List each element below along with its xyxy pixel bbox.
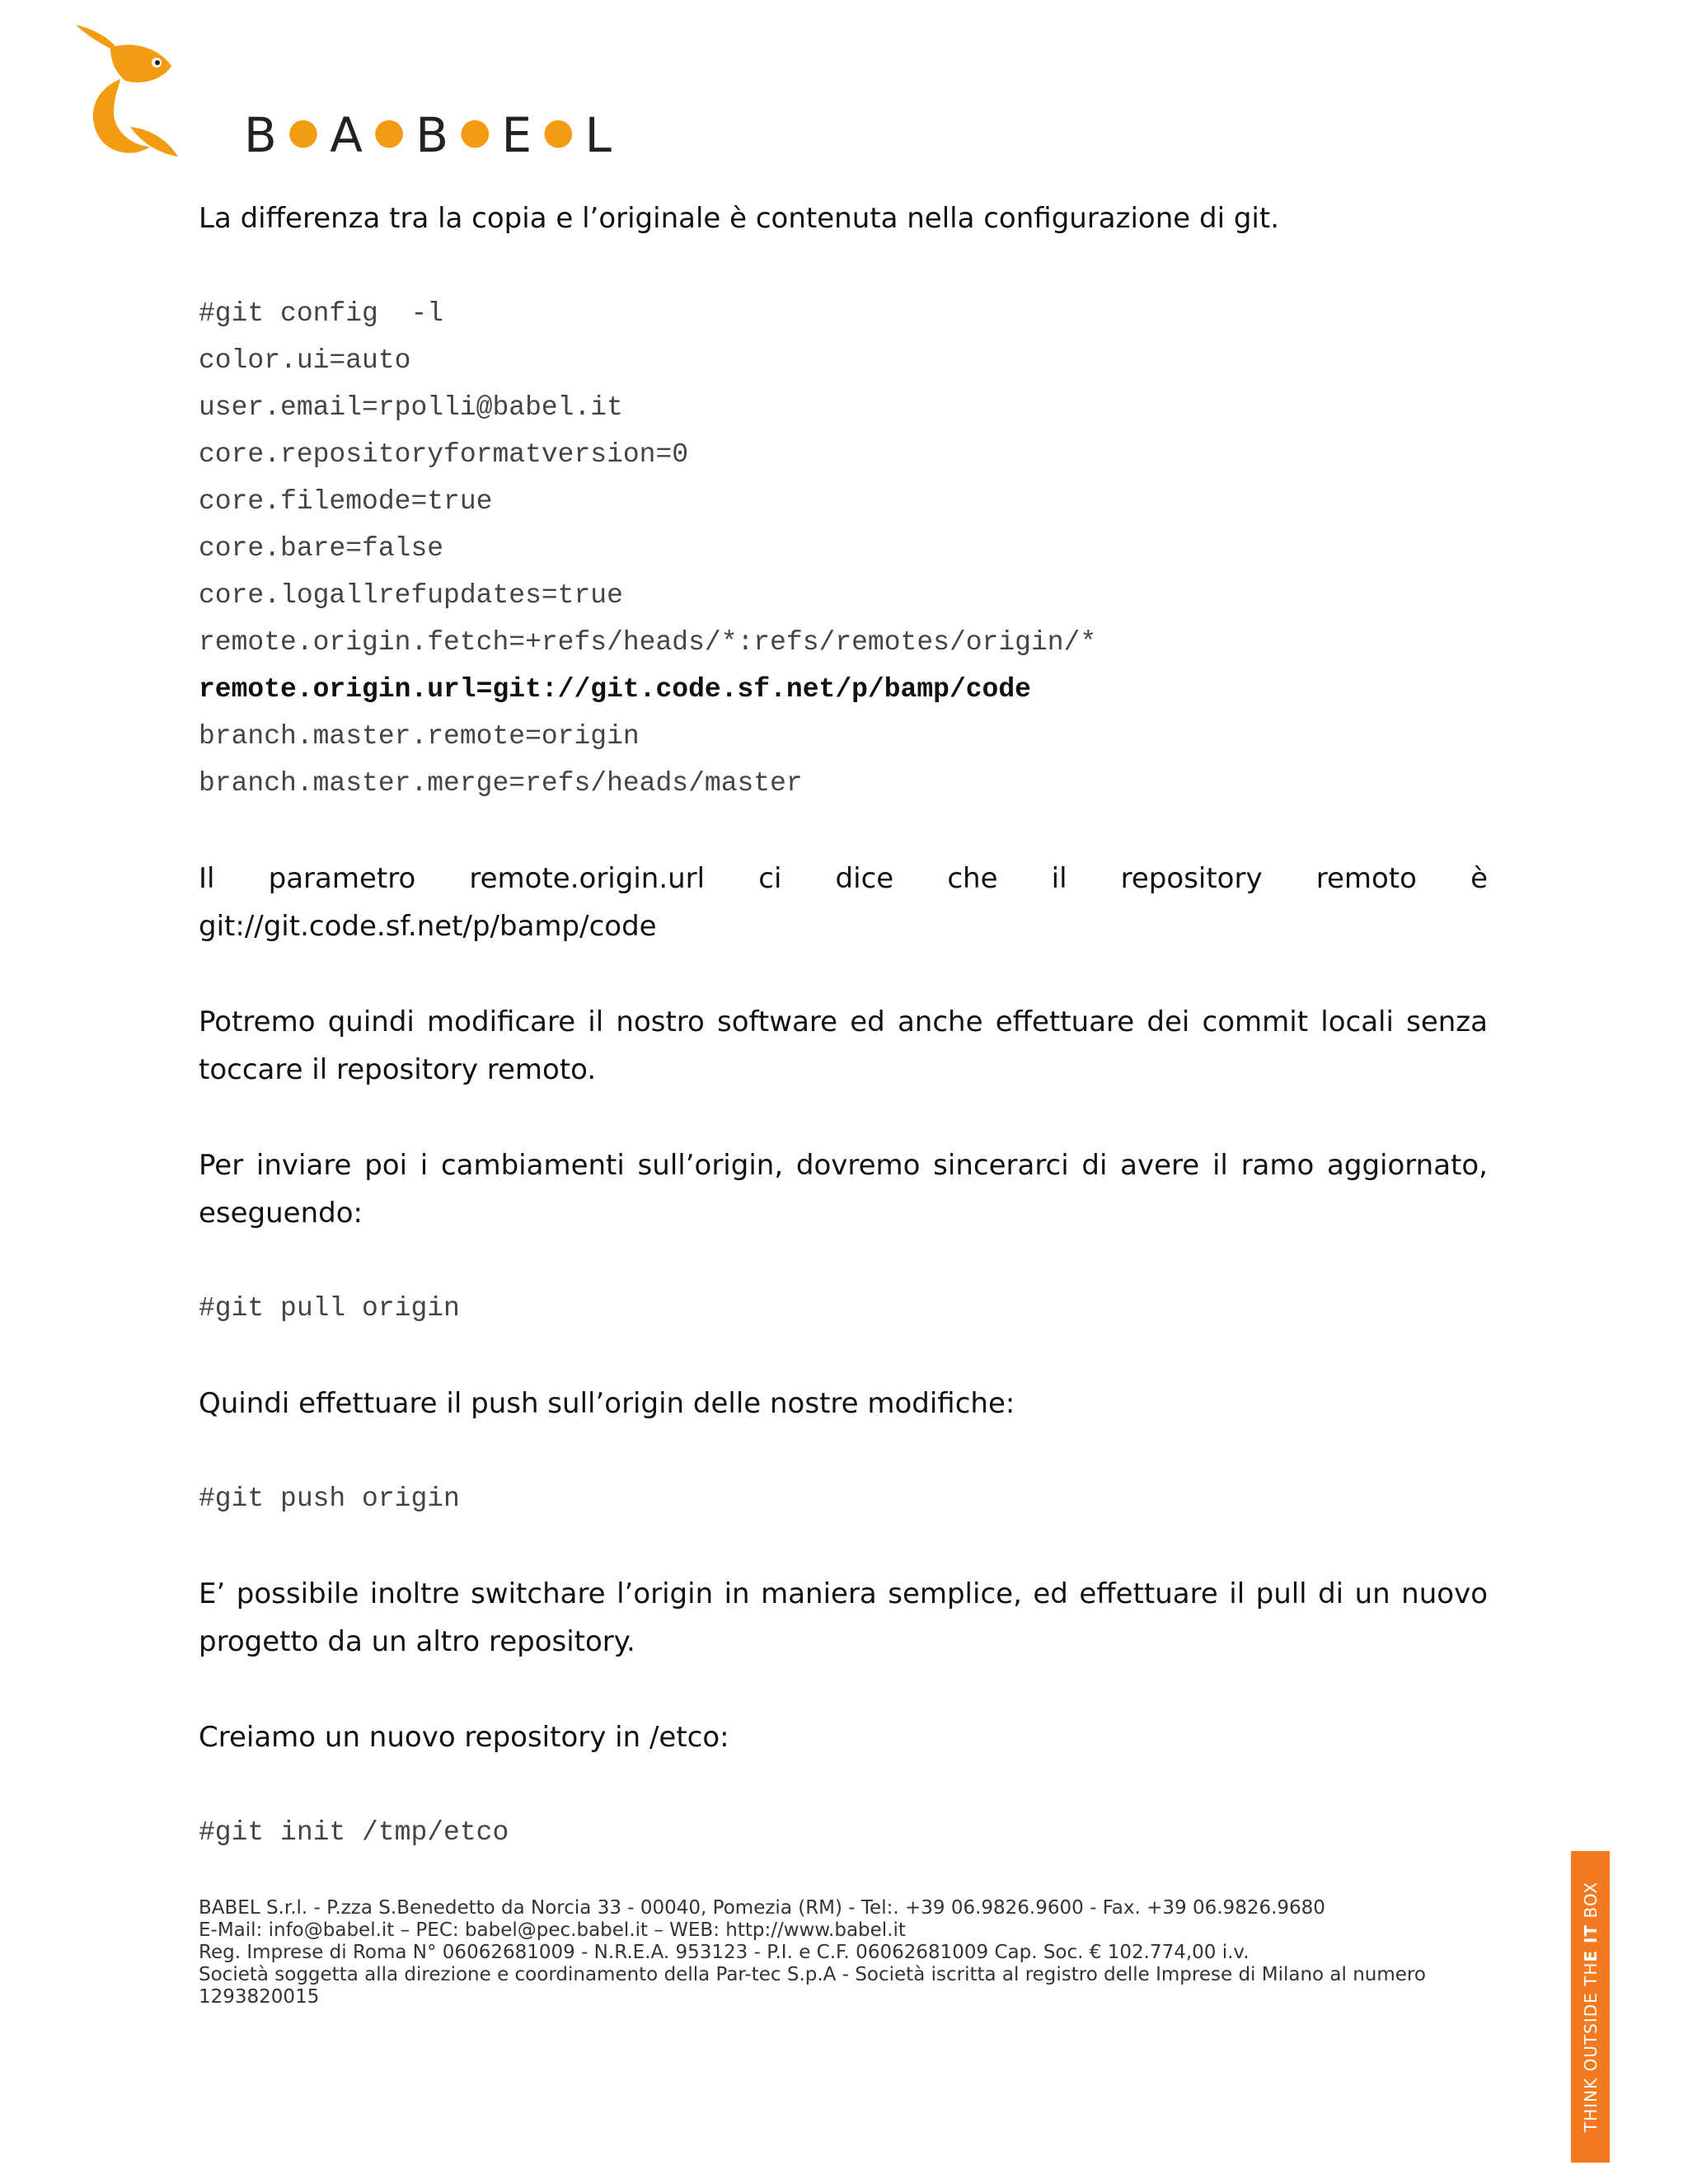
modify-paragraph: Potremo quindi modificare il nostro software ed anche effettuare dei commit locali senza toccare il repository remoto. bbox=[199, 1005, 1488, 1086]
babel-logo bbox=[71, 21, 615, 163]
brand-letter: L bbox=[584, 107, 615, 163]
code-line: core.repositoryformatversion=0 bbox=[199, 439, 689, 470]
switch-paragraph: E’ possibile inoltre switchare l’origin in maniera semplice, ed effettuare il pull di un nuovo progetto da un altro repository. bbox=[199, 1577, 1488, 1658]
git-pull-command: #git pull origin bbox=[199, 1293, 460, 1324]
brand-wordmark: B ● A ● B ● E ● L bbox=[244, 107, 615, 163]
git-push-command: #git push origin bbox=[199, 1483, 460, 1514]
code-line: color.ui=auto bbox=[199, 345, 411, 376]
document-body bbox=[199, 194, 1488, 1904]
code-line: core.bare=false bbox=[199, 533, 444, 564]
brand-letter: B bbox=[244, 107, 280, 163]
intro-paragraph: La differenza tra la copia e l’originale è contenuta nella configurazione di git. bbox=[199, 202, 1280, 235]
code-line: #git config -l bbox=[199, 298, 444, 329]
code-line: user.email=rpolli@babel.it bbox=[199, 392, 623, 423]
footer-line: Reg. Imprese di Roma N° 06062681009 - N.R.E.A. 953123 - P.I. e C.F. 06062681009 Cap. Soc. € 102.774,00 i.v. bbox=[199, 1942, 1250, 1963]
code-line: core.logallrefupdates=true bbox=[199, 580, 623, 611]
push-paragraph: Quindi effettuare il push sull’origin delle nostre modifiche: bbox=[199, 1387, 1015, 1420]
banner-slogan: THINK OUTSIDE THE IT BOX bbox=[1580, 1881, 1601, 2133]
fish-logo-icon bbox=[71, 21, 227, 162]
footer-line: 1293820015 bbox=[199, 1986, 320, 2008]
code-line-remote-url: remote.origin.url=git://git.code.sf.net/p/bamp/code bbox=[199, 674, 1031, 705]
footer-line: Società soggetta alla direzione e coordinamento della Par-tec S.p.A - Società iscritta al registro delle Imprese di Milano al numero bbox=[199, 1964, 1426, 1985]
git-init-command: #git init /tmp/etco bbox=[199, 1817, 509, 1848]
create-paragraph: Creiamo un nuovo repository in /etco: bbox=[199, 1721, 729, 1754]
footer-line: BABEL S.r.l. - P.zza S.Benedetto da Norcia 33 - 00040, Pomezia (RM) - Tel:. +39 06.9826.9600 - Fax. +39 06.9826.9680 bbox=[199, 1897, 1325, 1919]
code-line: branch.master.merge=refs/heads/master bbox=[199, 768, 803, 799]
code-line: branch.master.remote=origin bbox=[199, 721, 640, 752]
brand-letter: B bbox=[415, 107, 452, 163]
send-paragraph: Per inviare poi i cambiamenti sull’origin, dovremo sincerarci di avere il ramo aggiornato, eseguendo: bbox=[199, 1149, 1488, 1230]
remote-url-paragraph: Il parametro remote.origin.url ci dice che il repository remoto è git://git.code.sf.net/p/bamp/code bbox=[199, 862, 1488, 943]
company-footer bbox=[199, 1897, 1517, 2008]
git-config-output bbox=[199, 290, 1488, 807]
code-line: core.filemode=true bbox=[199, 486, 493, 517]
side-banner bbox=[1571, 1851, 1610, 2163]
footer-line: E-Mail: info@babel.it – PEC: babel@pec.babel.it – WEB: http://www.babel.it bbox=[199, 1919, 906, 1941]
brand-letter: E bbox=[501, 107, 536, 163]
code-line: remote.origin.fetch=+refs/heads/*:refs/remotes/origin/* bbox=[199, 627, 1097, 658]
brand-letter: A bbox=[330, 107, 366, 163]
